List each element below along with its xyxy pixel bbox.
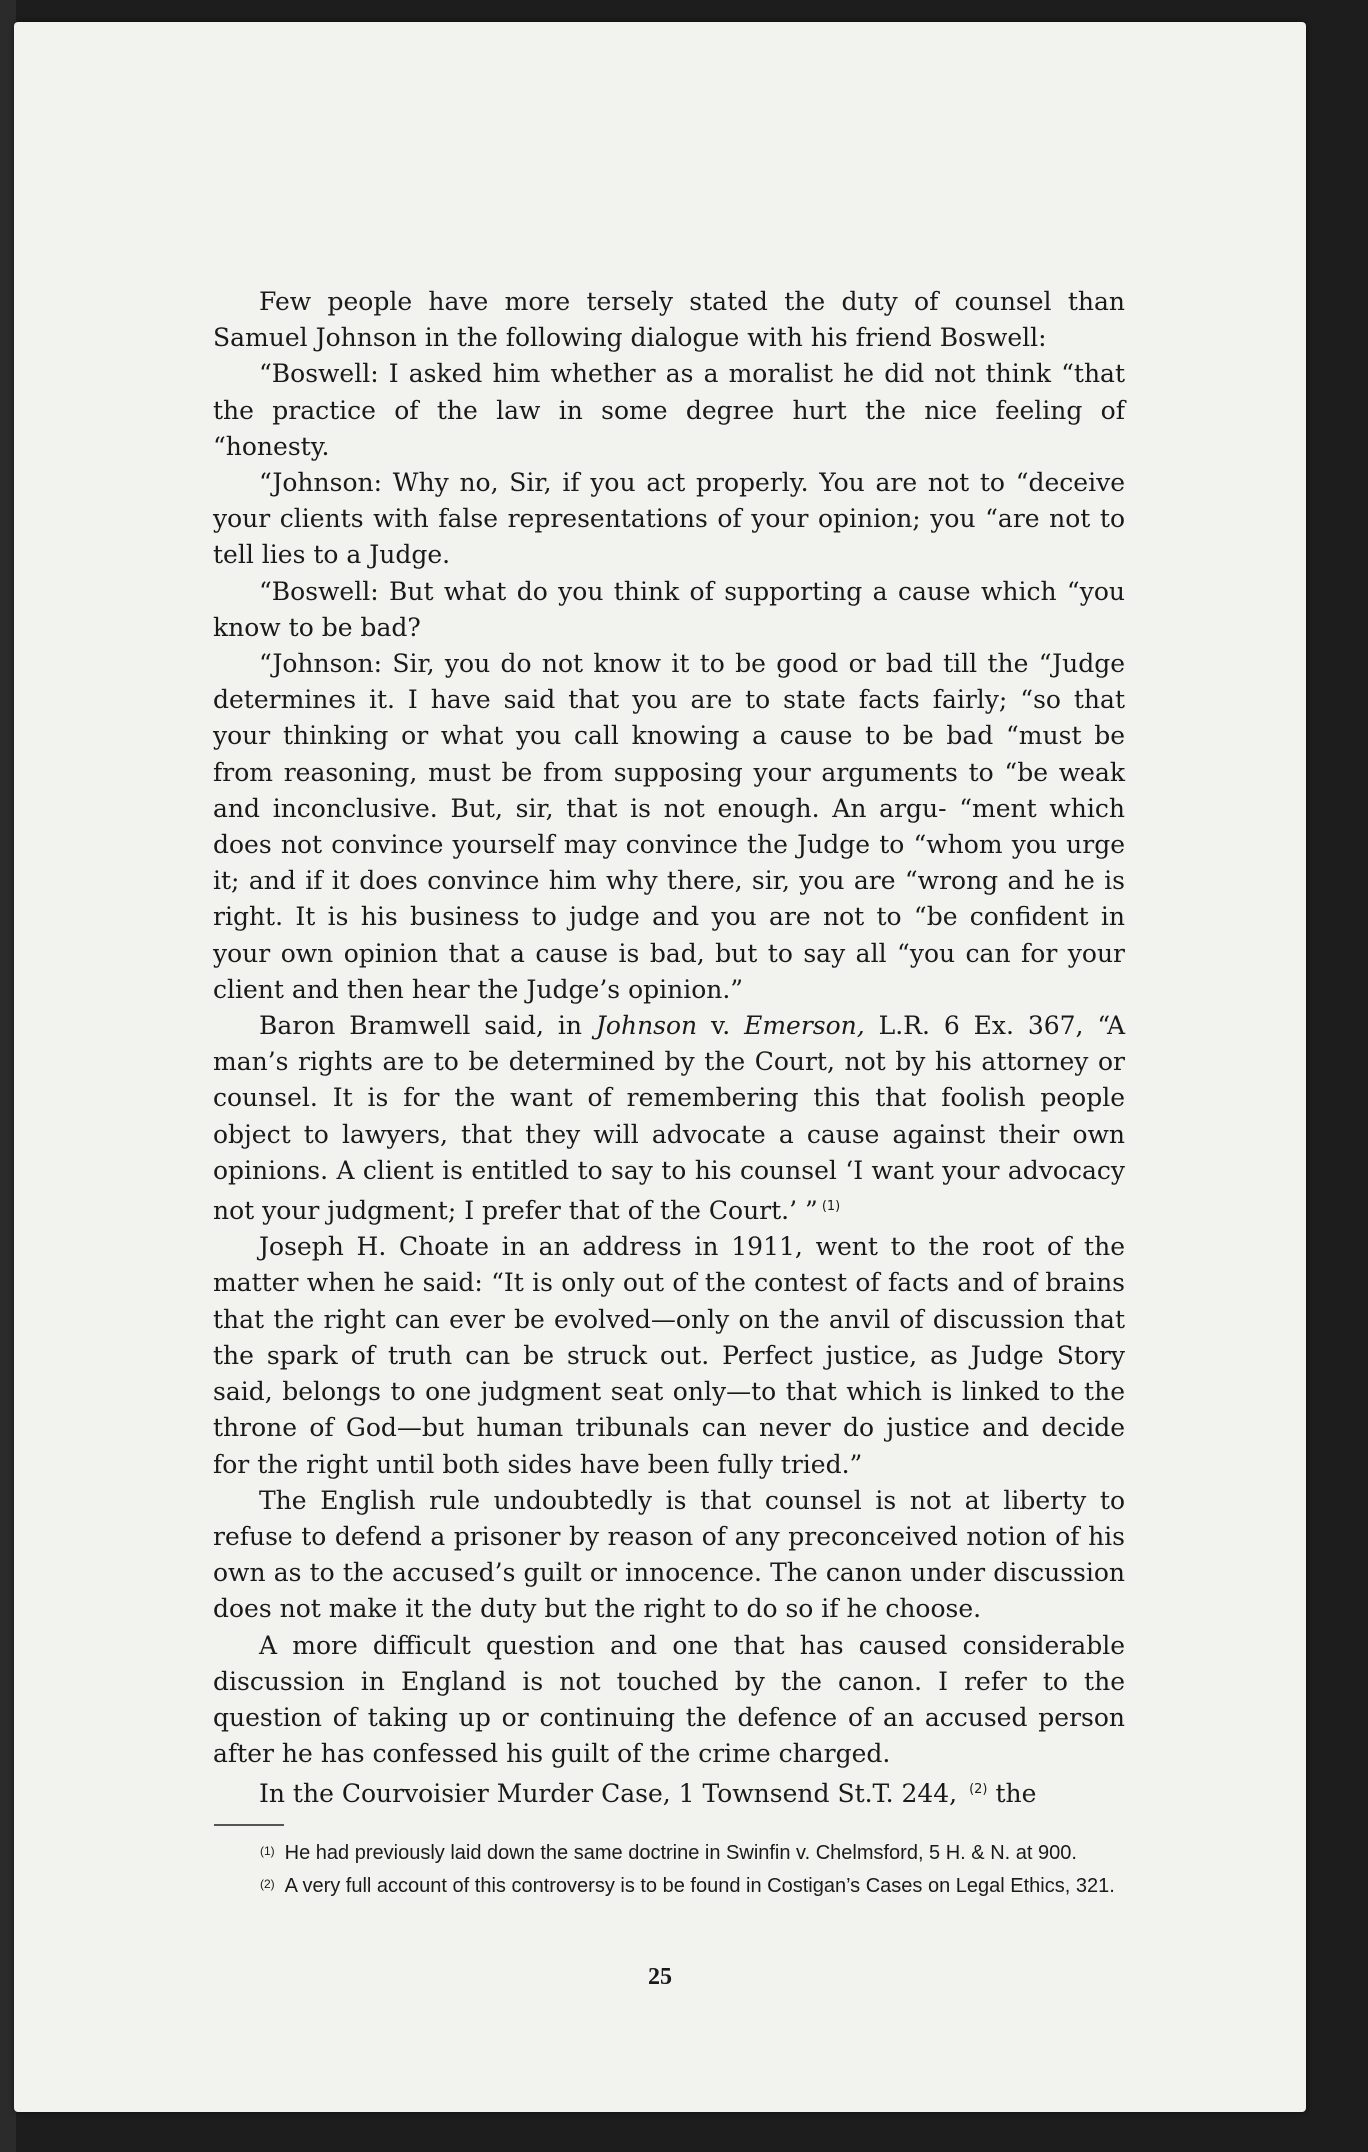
paragraph-johnson-1: “Johnson: Why no, Sir, if you act properly. You are not to “deceive your clients with false representations of your opinion; you “are not to tell lies to a Judge. xyxy=(213,468,1125,570)
footnote-1-number: (1) xyxy=(260,1844,275,1858)
footnote-ref-1[interactable]: (1) xyxy=(821,1199,841,1215)
courvoisier-text-b: the xyxy=(987,1779,1037,1809)
bramwell-text-b: L.R. 6 Ex. 367, “A man’s rights are to be determined by the Court, not by his attorney or counsel. It is for the want of remembering this that foolish people object to lawyers, that they will advocate a cause against their own opinions. A client is entitled to say to his counsel ‘I want your advocacy not your judgment; I prefer that of the Court.’ ” xyxy=(213,1011,1126,1226)
footnote-1-text: He had previously laid down the same doctrine in Swinfin v. Chelmsford, 5 H. & N. at 900. xyxy=(284,1842,1077,1864)
footnote-2-number: (2) xyxy=(260,1877,275,1891)
footnotes xyxy=(214,1840,1127,1906)
paragraph-bramwell xyxy=(213,1008,1125,1229)
paragraph-courvoisier xyxy=(213,1772,1125,1812)
paragraph-boswell-1: “Boswell: I asked him whether as a moralist he did not think “that the practice of the law in some degree hurt the nice feeling of “honesty. xyxy=(213,359,1125,461)
footnote-2 xyxy=(214,1873,1127,1898)
footnote-divider xyxy=(214,1824,284,1826)
footnote-ref-2[interactable]: (2) xyxy=(969,1782,988,1798)
case-defendant: Emerson, xyxy=(744,1011,865,1041)
case-versus: v. xyxy=(697,1011,745,1041)
paragraph-choate: Joseph H. Choate in an address in 1911, went to the root of the matter when he said: “It is only out of the contest of facts and of brains that the right can ever be evolved—only on the anvil of discussion that the spark of truth can be struck out. Perfect justice, as Judge Story said, belongs to one judgment seat only—to that which is linked to the throne of God—but human tribunals can never do justice and decide for the right until both sides have been fully tried.” xyxy=(213,1232,1125,1479)
bramwell-text-a: Baron Bramwell said, in xyxy=(259,1011,596,1041)
paragraph-boswell-2: “Boswell: But what do you think of supporting a cause which “you know to be bad? xyxy=(213,576,1125,642)
page-number: 25 xyxy=(648,1964,672,1990)
body-text xyxy=(213,284,1125,1813)
document-page xyxy=(14,22,1306,2112)
paragraph-english-rule: The English rule undoubtedly is that counsel is not at liberty to refuse to defend a prisoner by reason of any preconceived notion of his own as to the accused’s guilt or innocence. The canon under discussion does not make it the duty but the right to do so if he choose. xyxy=(213,1485,1125,1624)
courvoisier-text-a: In the Courvoisier Murder Case, 1 Townsend St.T. 244, xyxy=(259,1779,958,1809)
footnote-1 xyxy=(214,1840,1127,1865)
paragraph-difficult-question: A more difficult question and one that has caused considerable discussion in England is not touched by the canon. I refer to the question of taking up or continuing the defence of an accused person after he has confessed his guilt of the crime charged. xyxy=(213,1630,1125,1769)
case-plaintiff: Johnson xyxy=(595,1011,698,1041)
footnote-2-text: A very full account of this controversy is to be found in Costigan’s Cases on Legal Ethics, 321. xyxy=(284,1875,1115,1897)
paragraph-johnson-2: “Johnson: Sir, you do not know it to be good or bad till the “Judge determines it. I have said that you are to state facts fairly; “so that your thinking or what you call knowing a cause to be bad “must be from reasoning, must be from supposing your arguments to “be weak and inconclusive. But, sir, that is not enough. An argu- “ment which does not convince yourself may convince the Judge to “whom you urge it; and if it does convince him why there, sir, you are “wrong and he is right. It is his business to judge and you are not to “be confident in your own opinion that a cause is bad, but to say all “you can for your client and then hear the Judge’s opinion.” xyxy=(213,649,1125,1004)
paragraph-intro: Few people have more tersely stated the duty of counsel than Samuel Johnson in the following dialogue with his friend Boswell: xyxy=(213,287,1125,353)
